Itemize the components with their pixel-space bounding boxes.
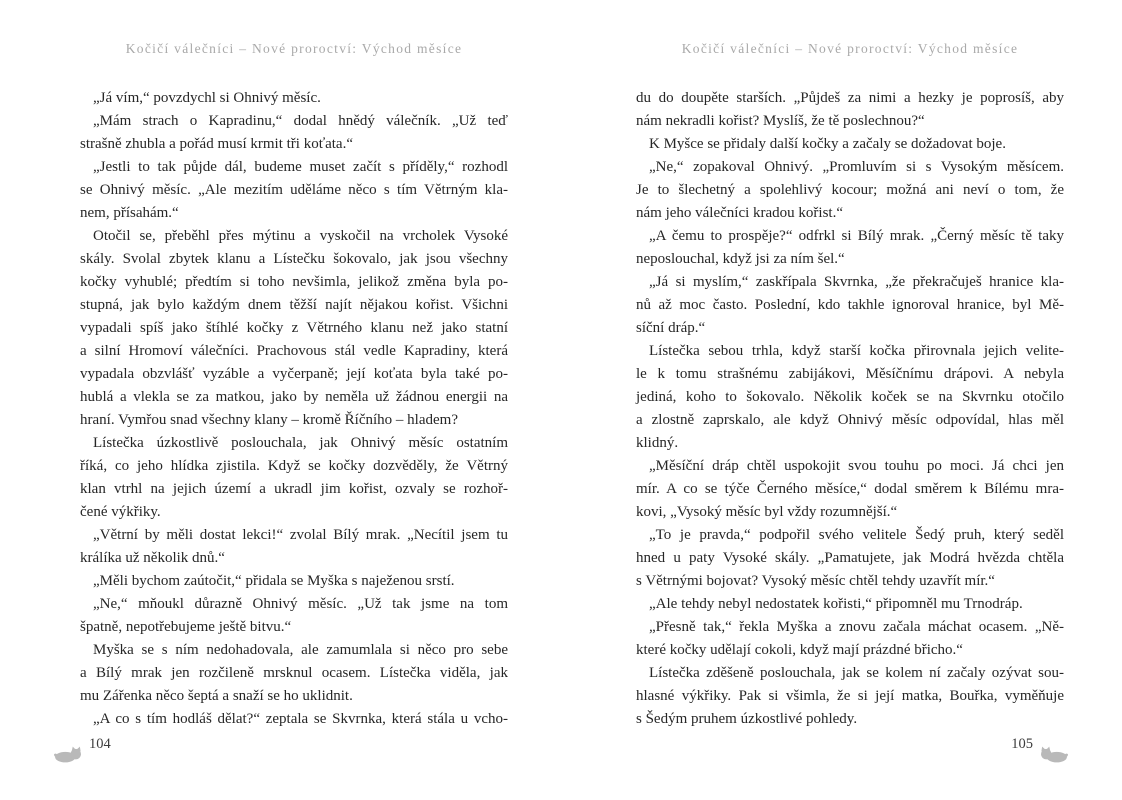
page-right: [636, 40, 1064, 731]
text-line: „A čemu to prospěje?“ odfrkl si Bílý mrak. „Černý měsíc tě taky: [649, 228, 1064, 244]
text-line: síční dráp.“: [636, 320, 706, 336]
text-line: du do doupěte starších. „Půjdeš za nimi a hezky je poprosíš, aby: [636, 90, 1064, 106]
cat-silhouette-icon: [1038, 746, 1068, 763]
text-line: „To je pravda,“ podpořil svého velitele Šedý pruh, který seděl: [649, 527, 1064, 543]
text-line: Lístečka úzkostlivě poslouchala, jak Ohnivý měsíc ostatním: [93, 435, 508, 451]
paragraph: [636, 133, 1064, 156]
text-line: a Bílý mrak jen rozčileně mrsknul ocasem. Lístečka viděla, jak: [80, 665, 508, 681]
text-line: Lístečka sebou trhla, když starší kočka přirovnala jejich velite-: [649, 343, 1064, 359]
text-line: „Měsíční dráp chtěl uspokojit svou touhu po moci. Já chci jen: [649, 458, 1064, 474]
paragraph: [636, 524, 1064, 593]
paragraph: [80, 570, 508, 593]
text-line: s Větrnými bojovat? Vysoký měsíc chtěl tehdy uzavřít mír.“: [636, 573, 995, 589]
text-line: klan vtrhl na jejich území a ukradl jim kořist, ozvaly se rozhoř-: [80, 481, 508, 497]
text-line: nám jeho válečníci kradou kořist.“: [636, 205, 844, 221]
page-left: [80, 40, 508, 731]
text-line: strašně zhubla a pořád musí krmit tři koťata.“: [80, 136, 353, 152]
text-line: K Myšce se přidaly další kočky a začaly se dožadovat boje.: [649, 136, 1006, 152]
text-line: vypadala obzvlášť vyzáble a vyčerpaně; její koťata byla také po-: [80, 366, 508, 382]
paragraph: [80, 708, 508, 731]
text-line: nám nekradli kořist? Myslíš, že tě poslechnou?“: [636, 113, 925, 129]
footer-right: [1011, 736, 1068, 763]
text-line: Lístečka zděšeně poslouchala, jak se kolem ní začaly ozývat sou-: [649, 665, 1064, 681]
text-line: nů až moc často. Poslední, kdo takhle ignoroval hranice, byl Mě-: [636, 297, 1064, 313]
text-line: „Já si myslím,“ zaskřípala Skvrnka, „že překračuješ hranice kla-: [649, 274, 1064, 290]
text-line: s Šedým pruhem úzkostlivé pohledy.: [636, 711, 858, 727]
paragraph: [80, 639, 508, 708]
text-line: špatně, nepotřebujeme ještě bitvu.“: [80, 619, 292, 635]
text-line: se Ohnivý měsíc. „Ale mezitím uděláme něco s tím Větrným kla-: [80, 182, 508, 198]
text-line: králíka už několik dnů.“: [80, 550, 225, 566]
text-line: Otočil se, přeběhl přes mýtinu a vyskočil na vrcholek Vysoké: [93, 228, 508, 244]
text-line: skály. Svolal zbytek klanu a Lístečku šokovalo, jak jsou všechny: [80, 251, 508, 267]
paragraph: [636, 156, 1064, 225]
text-line: vypadali spíš jako štíhlé kočky z Větrného klanu než jako statní: [80, 320, 508, 336]
paragraph: [80, 593, 508, 639]
text-line: mír. A co se týče Černého měsíce,“ dodal směrem k Bílému mra-: [636, 481, 1064, 497]
text-line: nem, přísahám.“: [80, 205, 179, 221]
footer-left: [54, 736, 111, 763]
paragraph: [80, 225, 508, 432]
text-line: čené výkřiky.: [80, 504, 161, 520]
text-line: „Mám strach o Kapradinu,“ dodal hnědý válečník. „Už teď: [93, 113, 508, 129]
text-line: „Jestli to tak půjde dál, budeme muset začít s příděly,“ rozhodl: [93, 159, 508, 175]
text-line: které kočky udělají cokoli, když mají prázdné břicho.“: [636, 642, 963, 658]
text-line: „Větrní by měli dostat lekci!“ zvolal Bílý mrak. „Necítil jsem tu: [93, 527, 508, 543]
text-line: Myška se s ním nedohadovala, ale zamumlala si něco pro sebe: [93, 642, 508, 658]
paragraph: [80, 432, 508, 524]
text-line: kovi, „Vysoký měsíc byl vždy rozumnější.“: [636, 504, 898, 520]
text-line: „Ale tehdy nebyl nedostatek kořisti,“ připomněl mu Trnodráp.: [649, 596, 1023, 612]
page-number-right: 105: [1011, 736, 1033, 752]
running-header-left: Kočičí válečníci – Nové proroctví: Východ měsíce: [125, 41, 463, 56]
paragraph: [636, 593, 1064, 616]
text-line: jediná, koho to šokovalo. Několik koček se na Skvrnku otočilo: [636, 389, 1064, 405]
paragraph: [636, 616, 1064, 662]
paragraph: [636, 87, 1064, 133]
page-text-left: [80, 87, 508, 731]
cat-silhouette-icon: [54, 746, 84, 763]
text-line: kočky vyhublé; předtím si toho nevšimla, jelikož změna byla po-: [80, 274, 508, 290]
text-line: Je to šlechetný a spolehlivý kocour; možná ani neví o tom, že: [636, 182, 1064, 198]
paragraph: [636, 455, 1064, 524]
text-line: a silní Hromoví válečníci. Prachovous stál vedle Kapradiny, která: [80, 343, 508, 359]
page-number-left: 104: [89, 736, 111, 752]
text-line: hraní. Vymřou snad všechny klany – kromě Říčního – hladem?: [80, 412, 458, 428]
paragraph: [636, 340, 1064, 455]
text-line: „Ne,“ mňoukl důrazně Ohnivý měsíc. „Už tak jsme na tom: [93, 596, 508, 612]
paragraph: [636, 271, 1064, 340]
text-line: neposlouchal, když jsi za ním šel.“: [636, 251, 845, 267]
text-line: le k tomu strašnému zabijákovi, Měsíčnímu drápovi. A nebyla: [636, 366, 1064, 382]
paragraph: [80, 87, 508, 110]
text-line: mu Zářenka něco šeptá a snaží se ho uklidnit.: [80, 688, 353, 704]
text-line: hned u paty Vysoké skály. „Pamatujete, jak Modrá hvězda chtěla: [636, 550, 1064, 566]
paragraph: [80, 156, 508, 225]
paragraph: [80, 110, 508, 156]
text-line: a zlostně zaprskalo, ale když Ohnivý měsíc odpovídal, hlas měl: [636, 412, 1064, 428]
text-line: „Ne,“ zopakoval Ohnivý. „Promluvím si s Vysokým měsícem.: [649, 159, 1064, 175]
text-line: „Měli bychom zaútočit,“ přidala se Myška s naježenou srstí.: [93, 573, 455, 589]
text-line: říká, co jeho hlídka zjistila. Když se kočky dozvěděly, že Větrný: [80, 458, 508, 474]
text-line: „Přesně tak,“ řekla Myška a znovu začala máchat ocasem. „Ně-: [649, 619, 1064, 635]
paragraph: [636, 225, 1064, 271]
text-line: „A co s tím hodláš dělat?“ zeptala se Skvrnka, která stála u vcho-: [93, 711, 508, 727]
text-line: hlasné výkřiky. Pak si všimla, že si její matka, Bouřka, vyměňuje: [636, 688, 1064, 704]
text-line: „Já vím,“ povzdychl si Ohnivý měsíc.: [93, 90, 321, 106]
paragraph: [80, 524, 508, 570]
text-line: klidný.: [636, 435, 679, 451]
running-header-right: Kočičí válečníci – Nové proroctví: Východ měsíce: [681, 41, 1019, 56]
page-text-right: [636, 87, 1064, 731]
paragraph: [636, 662, 1064, 731]
text-line: stupná, jak bylo každým dnem těžší najít nějakou kořist. Všichni: [80, 297, 508, 313]
text-line: hublá a vlekla se za matkou, jako by neměla už žádnou energii na: [80, 389, 508, 405]
